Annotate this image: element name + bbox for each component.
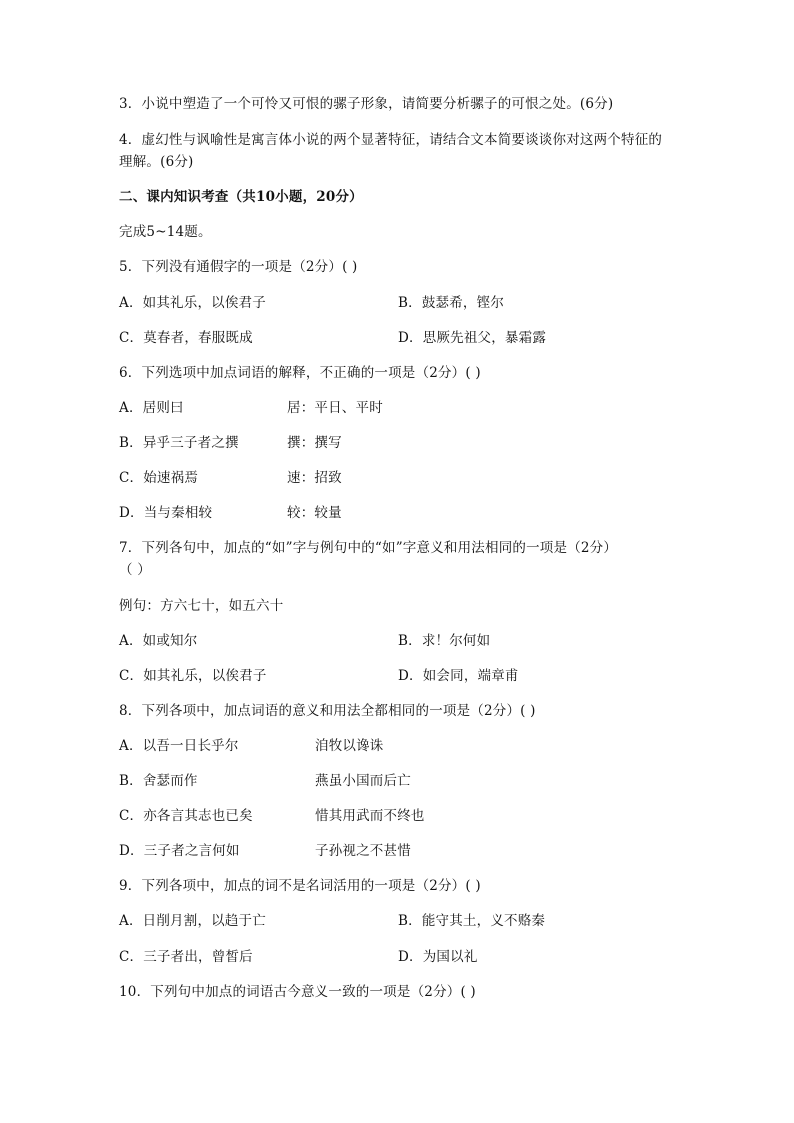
q8-option-d-pair: 子孙视之不甚惜 (315, 843, 411, 859)
q8-option-a: A．以吾一日长乎尔 (119, 738, 239, 754)
q9-option-a: A．日削月割，以趋于亡 (119, 913, 266, 929)
question-6-stem: 6．下列选项中加点词语的解释，不正确的一项是（2分）( ) (119, 365, 481, 381)
q6-option-b: B．异乎三子者之撰 (119, 435, 239, 451)
question-4-line-2: 理解。(6分) (119, 154, 194, 170)
q7-option-b: B．求！尔何如 (398, 633, 491, 649)
q8-option-b-pair: 燕虽小国而后亡 (315, 773, 411, 789)
q6-option-d: D．当与秦相较 (119, 505, 213, 521)
q6-option-a: A．居则曰 (119, 400, 184, 416)
q5-option-d: D．思厥先祖父，暴霜露 (398, 330, 547, 346)
q5-option-a: A．如其礼乐，以俟君子 (119, 295, 266, 311)
q8-option-b: B．舍瑟而作 (119, 773, 198, 789)
question-3: 3．小说中塑造了一个可怜又可恨的骡子形象，请简要分析骡子的可恨之处。(6分) (119, 96, 614, 112)
q7-option-c: C．如其礼乐，以俟君子 (119, 668, 267, 684)
question-7-stem-brackets: （ ） (119, 562, 151, 578)
q7-option-d: D．如会同，端章甫 (398, 668, 519, 684)
q8-option-c-pair: 惜其用武而不终也 (315, 808, 425, 824)
q8-option-d: D．三子者之言何如 (119, 843, 240, 859)
q6-option-c: C．始速祸焉 (119, 470, 199, 486)
q9-option-b: B．能守其土，义不赂秦 (398, 913, 546, 929)
question-8-stem: 8．下列各项中，加点词语的意义和用法全都相同的一项是（2分）( ) (119, 703, 536, 719)
question-5-stem: 5．下列没有通假字的一项是（2分）( ) (119, 259, 358, 275)
q6-option-a-gloss: 居：平日、平时 (287, 400, 383, 416)
q6-option-b-gloss: 撰：撰写 (287, 435, 342, 451)
question-7-stem: 7．下列各句中，加点的“如”字与例句中的“如”字意义和用法相同的一项是（2分） (119, 540, 618, 556)
question-10-stem: 10．下列句中加点的词语古今意义一致的一项是（2分）( ) (119, 984, 476, 1000)
q7-option-a: A．如或知尔 (119, 633, 198, 649)
section-heading: 二、课内知识考查（共10小题，20分） (119, 189, 363, 205)
q8-option-a-pair: 洎牧以谗诛 (315, 738, 384, 754)
q9-option-d: D．为国以礼 (398, 949, 478, 965)
q6-option-d-gloss: 较：较量 (287, 505, 342, 521)
instruction: 完成5~14题。 (119, 224, 212, 240)
q9-option-c: C．三子者出，曾皙后 (119, 949, 253, 965)
q5-option-b: B．鼓瑟希，铿尔 (398, 295, 505, 311)
question-9-stem: 9．下列各项中，加点的词不是名词活用的一项是（2分）( ) (119, 878, 481, 894)
q8-option-c: C．亦各言其志也已矣 (119, 808, 253, 824)
q6-option-c-gloss: 速：招致 (287, 470, 342, 486)
question-4-line-1: 4．虚幻性与讽喻性是寓言体小说的两个显著特征，请结合文本简要谈谈你对这两个特征的 (119, 132, 663, 148)
q7-example: 例句：方六七十，如五六十 (119, 598, 284, 614)
q5-option-c: C．莫春者，春服既成 (119, 330, 253, 346)
